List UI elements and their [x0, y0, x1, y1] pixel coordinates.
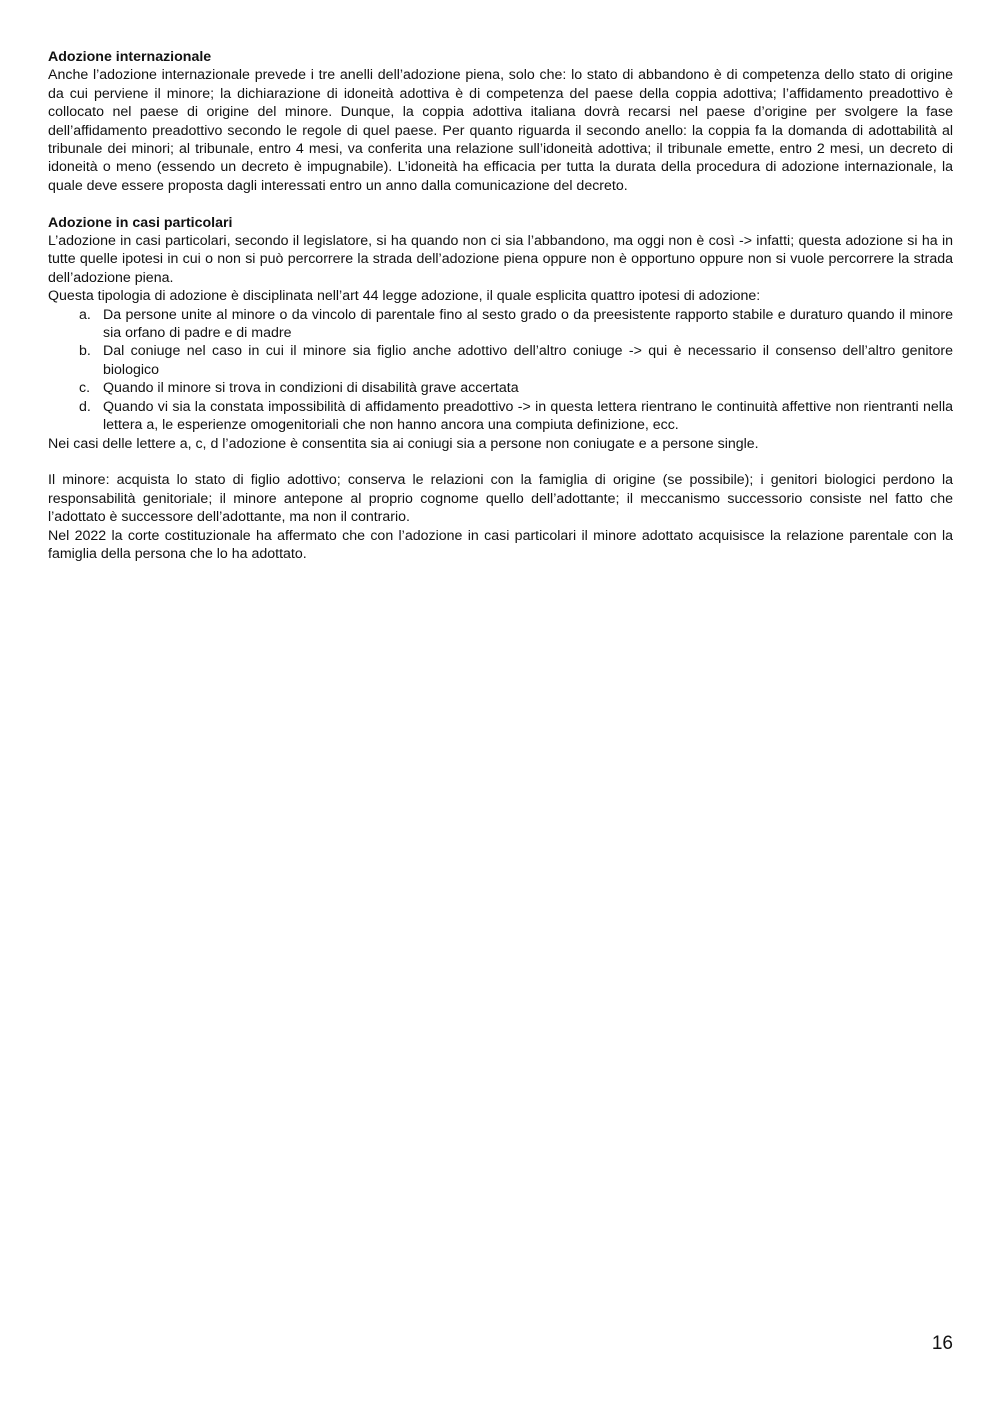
list-item-text: Dal coniuge nel caso in cui il minore sia figlio anche adottivo dell’altro coniuge -> qui è necessario il consenso dell’altro genitore biologico: [103, 343, 953, 378]
list-item-text: Quando il minore si trova in condizioni di disabilità grave accertata: [103, 380, 519, 397]
list-marker: b.: [79, 343, 91, 360]
adoption-hypotheses-list: [48, 306, 953, 435]
list-item: [48, 342, 953, 379]
section-spacer: [48, 453, 953, 471]
list-marker: a.: [79, 306, 91, 323]
paragraph-special-cases-applicability: Nei casi delle lettere a, c, d l’adozione è consentita sia ai coniugi sia a persone non coniugate e a persone single.: [48, 435, 759, 452]
list-item: [48, 306, 953, 343]
list-marker: d.: [79, 398, 91, 415]
paragraph-special-cases-art44: Questa tipologia di adozione è disciplinata nell’art 44 legge adozione, il quale esplicita quattro ipotesi di adozione:: [48, 288, 761, 305]
paragraph-minor-effects: Il minore: acquista lo stato di figlio adottivo; conserva le relazioni con la famiglia di origine (se possibile); i genitori biologici perdono la responsabilità genitoriale; il minore antepone al proprio cognome quello dell’adottante; il meccanismo successorio consiste nel fatto che l’adottato è successore dell’adottante, ma non il contrario.: [48, 472, 953, 526]
list-item: [48, 398, 953, 435]
list-item-text: Quando vi sia la constata impossibilità di affidamento preadottivo -> in questa lettera rientrano le continuità affettive non rientranti nella lettera a, le esperienze omogenitoriali che non hanno ancora una compiuta definizione, ecc.: [103, 398, 953, 434]
paragraph-international-adoption: Anche l’adozione internazionale prevede i tre anelli dell’adozione piena, solo che: lo stato di abbandono è di competenza dello stato di origine da cui perviene il minore; la dichiarazione di idoneità adottiva è di competenza del paese della coppia adottiva; l’affidamento preadottivo è collocato nel paese di origine del minore. Dunque, la coppia adottiva italiana dovrà recarsi nel paese d’origine per svolgere la fase dell’affidamento preadottivo secondo le regole di quel paese. Per quanto riguarda il secondo anello: la coppia fa la domanda di adottabilità al tribunale dei minori; al tribunale, entro 4 mesi, va conferita una relazione sull’idoneità adottiva; il tribunale emette, entro 2 mesi, un decreto di idoneità o meno (essendo un decreto è impugnabile). L’idoneità ha efficacia per tutta la durata della procedura di adozione internazionale, la quale deve essere proposta dagli interessati entro un anno dalla comunicazione del decreto.: [48, 67, 953, 194]
list-marker: c.: [79, 380, 91, 397]
list-item: [48, 379, 953, 397]
heading-international-adoption: Adozione internazionale: [48, 49, 212, 65]
paragraph-constitutional-court: Nel 2022 la corte costituzionale ha affermato che con l’adozione in casi particolari il minore adottato acquisisce la relazione parentale con la famiglia della persona che lo ha adottato.: [48, 527, 953, 562]
paragraph-special-cases-intro: L’adozione in casi particolari, secondo il legislatore, si ha quando non ci sia l’abbandono, ma oggi non è così -> infatti; questa adozione si ha in tutte quelle ipotesi in cui o non si può percorrere la strada dell’adozione piena oppure non è opportuno oppure non si vuole percorrere la strada dell’adozione piena.: [48, 233, 953, 286]
list-item-text: Da persone unite al minore o da vincolo di parentale fino al sesto grado o da preesistente rapporto stabile e duraturo quando il minore sia orfano di padre e di madre: [103, 306, 953, 342]
page-number: 16: [931, 1333, 953, 1354]
heading-special-cases-adoption: Adozione in casi particolari: [48, 214, 233, 231]
section-spacer: [48, 195, 953, 213]
document-page: [48, 48, 953, 563]
